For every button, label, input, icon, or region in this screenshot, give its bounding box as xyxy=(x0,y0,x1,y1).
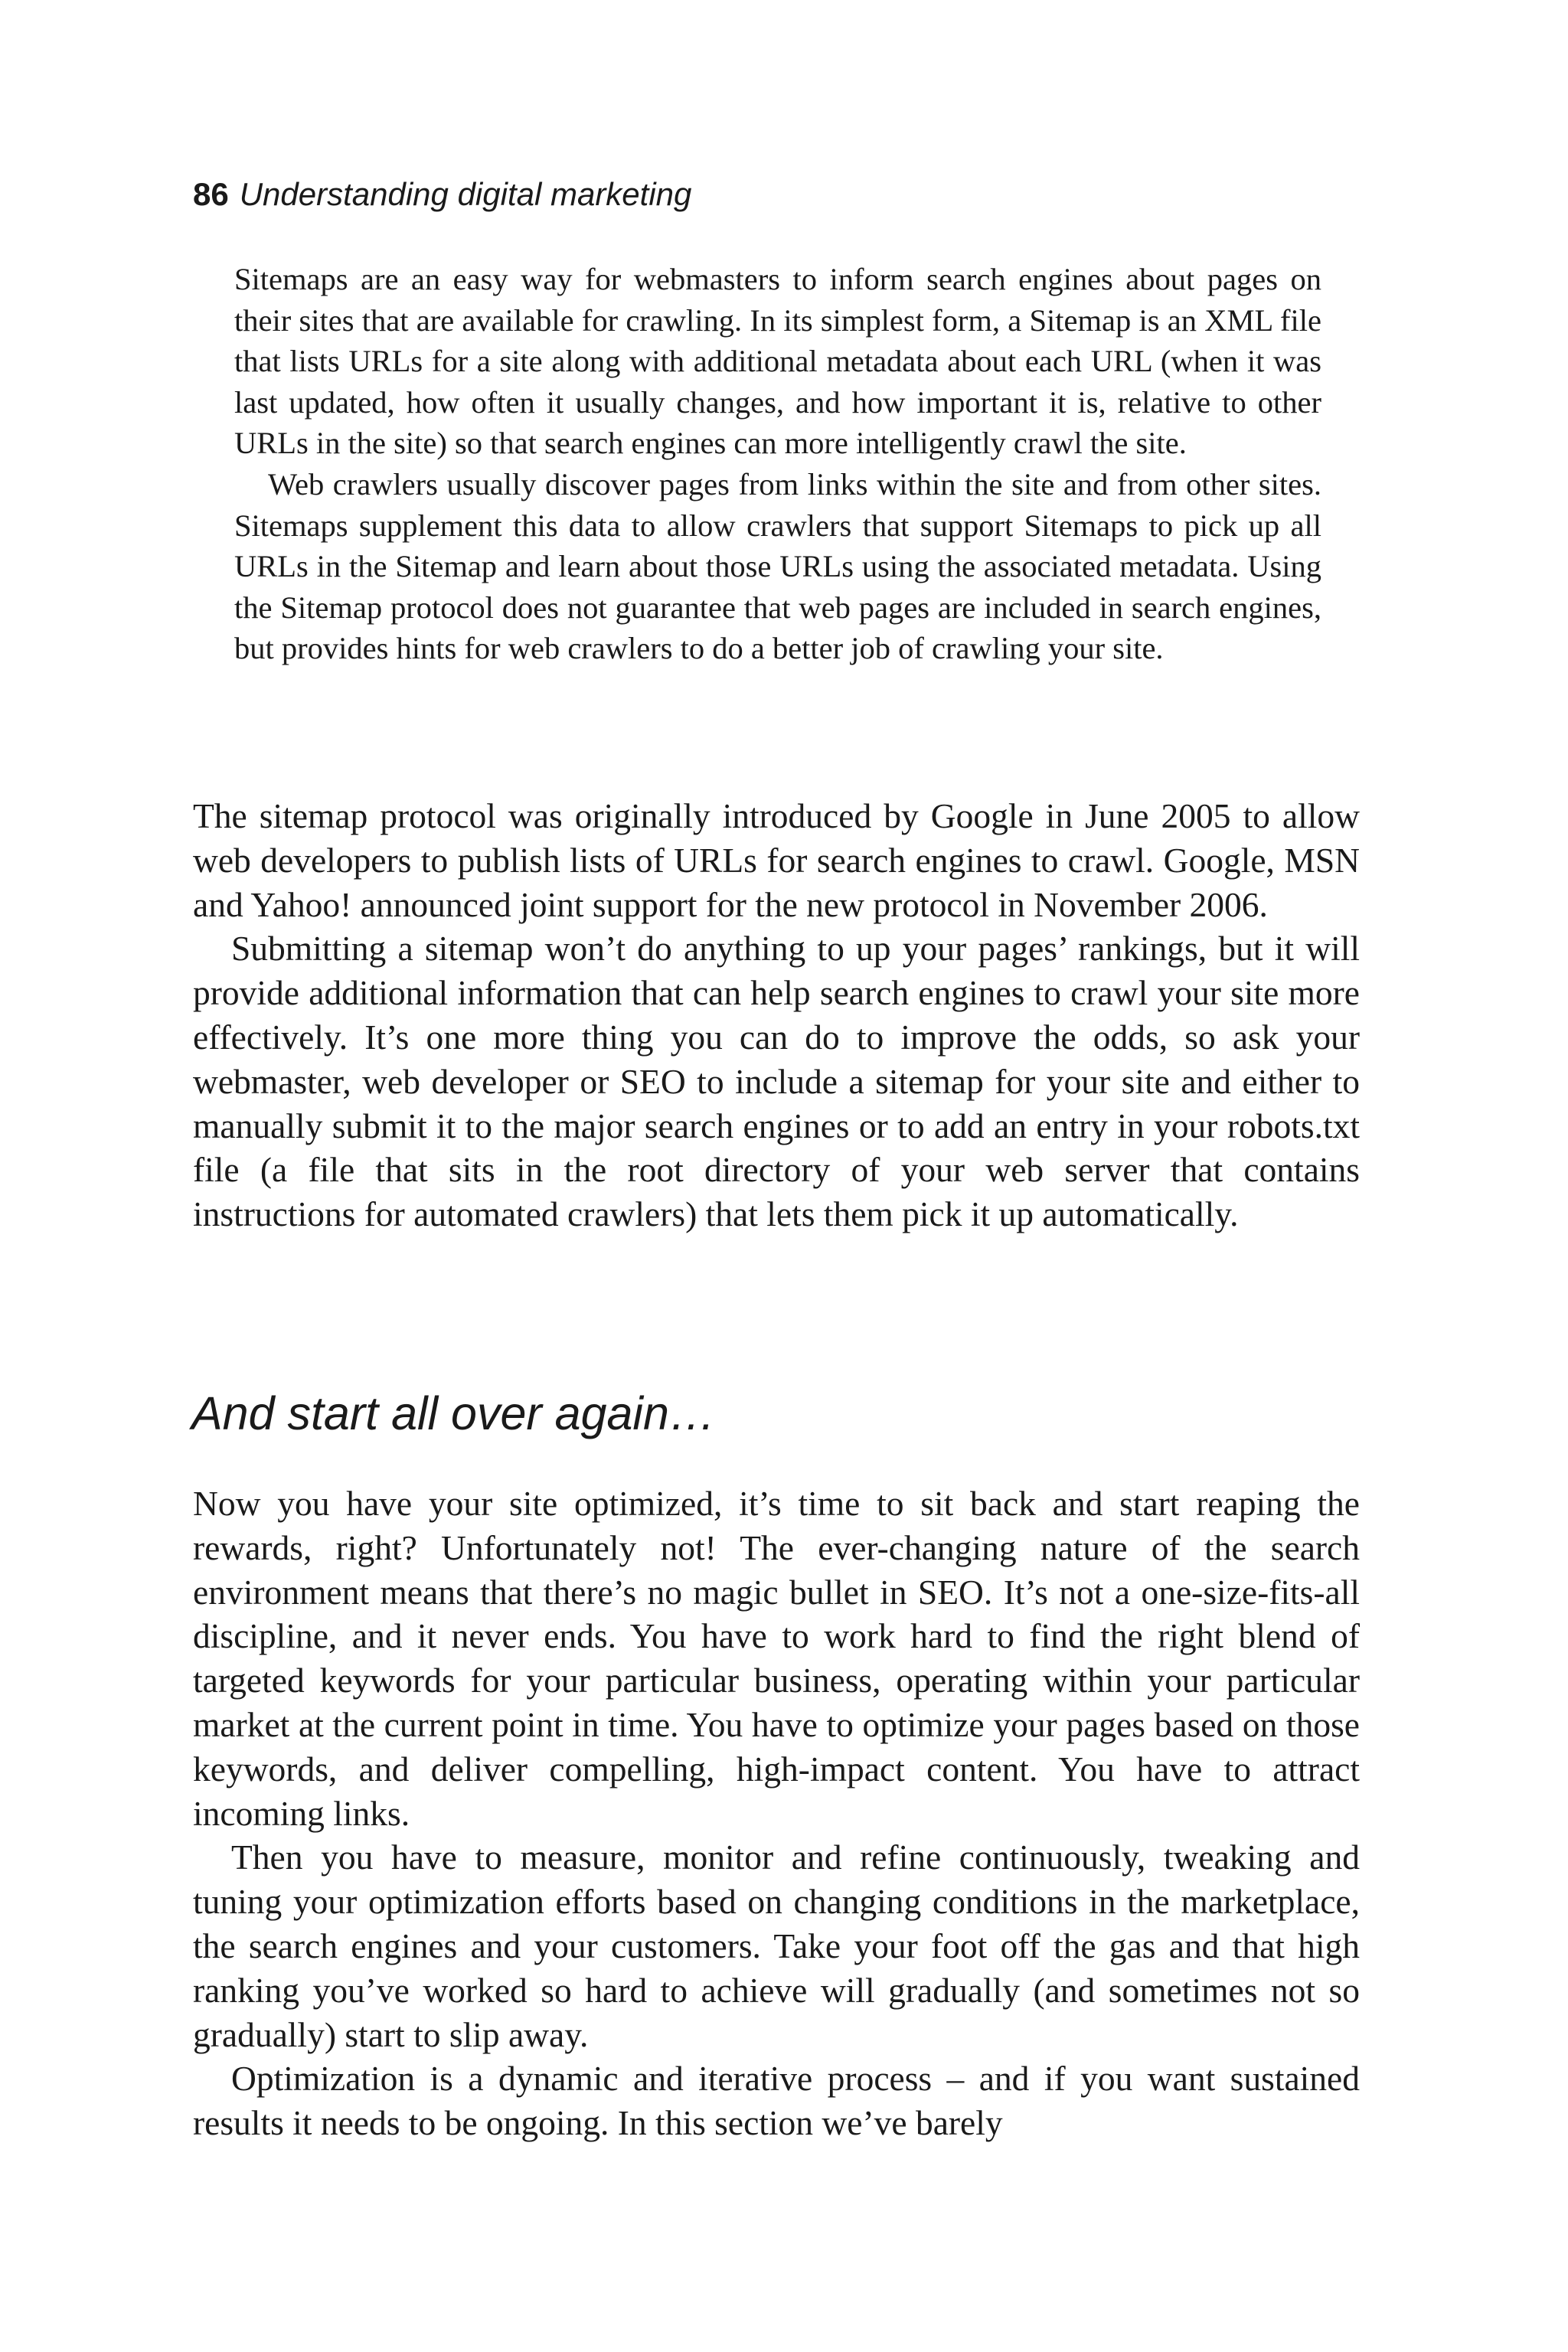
section-paragraph-2: Then you have to measure, monitor and refine continuously, tweaking and tuning your optimization efforts based on changing conditions in the marketplace, the search engines and your customers. Take your foot off the gas and that high ranking you’ve worked so hard to achieve will gradually (and sometimes not so gradually) start to slip away. xyxy=(193,1838,1360,2054)
quote-paragraph-1: Sitemaps are an easy way for webmasters to inform search engines about pages on their sites that are available for crawling. In its simplest form, a Sitemap is an XML file that lists URLs for a site along with additional metadata about each URL (when it was last updated, how often it usually changes, and how important it is, relative to other URLs in the site) so that search engines can more intelligently crawl the site. xyxy=(234,262,1321,461)
body-paragraph-1: The sitemap protocol was originally introduced by Google in June 2005 to allow web developers to publish lists of URLs for search engines to crawl. Google, MSN and Yahoo! announced joint support for the new protocol in November 2006. xyxy=(193,796,1360,924)
body-paragraph-2: Submitting a sitemap won’t do anything to up your pages’ rankings, but it will provide additional information that can help search engines to crawl your site more effectively. It’s one more thing you can do to improve the odds, so ask your webmaster, web developer or SEO to include a sitemap for your site and either to manually submit it to the major search engines or to add an entry in your robots.txt file (a file that sits in the root directory of your web server that contains instructions for automated crawlers) that lets them pick it up automatically. xyxy=(193,929,1360,1234)
section-paragraph-1: Now you have your site optimized, it’s time to sit back and start reaping the rewards, right? Unfortunately not! The ever-changing nature of the search environment means that there’s no magic bullet in SEO. It’s not a one-size-fits-all discipline, and it never ends. You have to work hard to find the right blend of targeted keywords for your particular business, operating within your particular market at the current point in time. You have to optimize your pages based on those keywords, and deliver compelling, high-impact content. You have to attract incoming links. xyxy=(193,1484,1360,1833)
sitemap-body xyxy=(193,794,1360,1236)
quote-paragraph-2: Web crawlers usually discover pages from links within the site and from other sites. Sitemaps supplement this data to allow crawlers that support Sitemaps to pick up all URLs in the Sitemap and learn about those URLs using the associated metadata. Using the Sitemap protocol does not guarantee that web pages are included in search engines, but provides hints for web crawlers to do a better job of crawling your site. xyxy=(234,466,1321,666)
sitemap-quote xyxy=(234,259,1321,669)
page-number: 86 xyxy=(193,176,229,212)
section-paragraph-3: Optimization is a dynamic and iterative process – and if you want sustained results it needs to be ongoing. In this section we’ve barely xyxy=(193,2059,1360,2143)
section-heading: And start all over again… xyxy=(191,1387,716,1439)
running-title: Understanding digital marketing xyxy=(239,176,692,212)
running-head xyxy=(193,175,691,214)
section-body xyxy=(193,1481,1360,2145)
